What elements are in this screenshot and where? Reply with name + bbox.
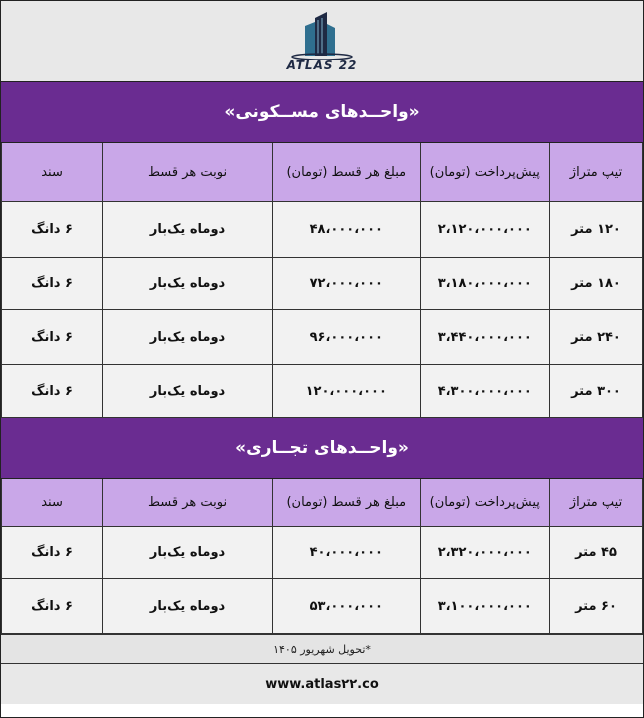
cell-size: ۳۰۰ متر <box>549 365 642 418</box>
header-installment: مبلغ هر قسط (تومان) <box>272 479 420 527</box>
cell-deed: ۶ دانگ <box>2 258 103 310</box>
commercial-section-title: «واحــدهای تجــاری» <box>1 418 643 479</box>
cell-frequency: دوماه یک‌بار <box>103 202 273 258</box>
table-row <box>2 202 643 258</box>
table-row <box>2 258 643 310</box>
residential-table <box>1 143 643 418</box>
cell-installment: ۴۸،۰۰۰،۰۰۰ <box>272 202 420 258</box>
table-row <box>2 365 643 418</box>
cell-installment: ۵۳،۰۰۰،۰۰۰ <box>272 579 420 634</box>
commercial-table <box>1 479 643 634</box>
building-logo-icon <box>287 10 357 60</box>
cell-frequency: دوماه یک‌بار <box>103 310 273 365</box>
cell-deed: ۶ دانگ <box>2 579 103 634</box>
header-prepayment: پیش‌پرداخت (تومان) <box>420 479 549 527</box>
cell-size: ۱۲۰ متر <box>549 202 642 258</box>
header-size: تیپ متراژ <box>549 479 642 527</box>
header-frequency: نوبت هر قسط <box>103 143 273 202</box>
header-deed: سند <box>2 143 103 202</box>
header-prepayment: پیش‌پرداخت (تومان) <box>420 143 549 202</box>
header-deed: سند <box>2 479 103 527</box>
cell-frequency: دوماه یک‌بار <box>103 365 273 418</box>
cell-size: ۶۰ متر <box>549 579 642 634</box>
cell-deed: ۶ دانگ <box>2 310 103 365</box>
website-link[interactable]: www.atlas۲۲.co <box>1 663 643 704</box>
atlas-logo <box>287 10 358 72</box>
cell-prepayment: ۴،۳۰۰،۰۰۰،۰۰۰ <box>420 365 549 418</box>
header-size: تیپ متراژ <box>549 143 642 202</box>
cell-size: ۱۸۰ متر <box>549 258 642 310</box>
table-row <box>2 527 643 579</box>
residential-section-title: «واحــدهای مســکونی» <box>1 82 643 143</box>
cell-frequency: دوماه یک‌بار <box>103 258 273 310</box>
header-frequency: نوبت هر قسط <box>103 479 273 527</box>
delivery-note: *تحویل شهریور ۱۴۰۵ <box>1 634 643 663</box>
table-row <box>2 310 643 365</box>
cell-installment: ۷۲،۰۰۰،۰۰۰ <box>272 258 420 310</box>
logo-text: ATLAS 22 <box>286 58 358 72</box>
cell-size: ۴۵ متر <box>549 527 642 579</box>
cell-prepayment: ۳،۱۰۰،۰۰۰،۰۰۰ <box>420 579 549 634</box>
cell-size: ۲۴۰ متر <box>549 310 642 365</box>
table-header-row <box>2 479 643 527</box>
cell-installment: ۱۲۰،۰۰۰،۰۰۰ <box>272 365 420 418</box>
cell-installment: ۹۶،۰۰۰،۰۰۰ <box>272 310 420 365</box>
header-installment: مبلغ هر قسط (تومان) <box>272 143 420 202</box>
logo-header <box>1 1 643 82</box>
cell-prepayment: ۲،۳۲۰،۰۰۰،۰۰۰ <box>420 527 549 579</box>
cell-deed: ۶ دانگ <box>2 202 103 258</box>
cell-prepayment: ۲،۱۲۰،۰۰۰،۰۰۰ <box>420 202 549 258</box>
cell-deed: ۶ دانگ <box>2 365 103 418</box>
cell-frequency: دوماه یک‌بار <box>103 579 273 634</box>
table-row <box>2 579 643 634</box>
table-header-row <box>2 143 643 202</box>
cell-prepayment: ۳،۴۴۰،۰۰۰،۰۰۰ <box>420 310 549 365</box>
cell-deed: ۶ دانگ <box>2 527 103 579</box>
cell-frequency: دوماه یک‌بار <box>103 527 273 579</box>
cell-installment: ۴۰،۰۰۰،۰۰۰ <box>272 527 420 579</box>
cell-prepayment: ۳،۱۸۰،۰۰۰،۰۰۰ <box>420 258 549 310</box>
